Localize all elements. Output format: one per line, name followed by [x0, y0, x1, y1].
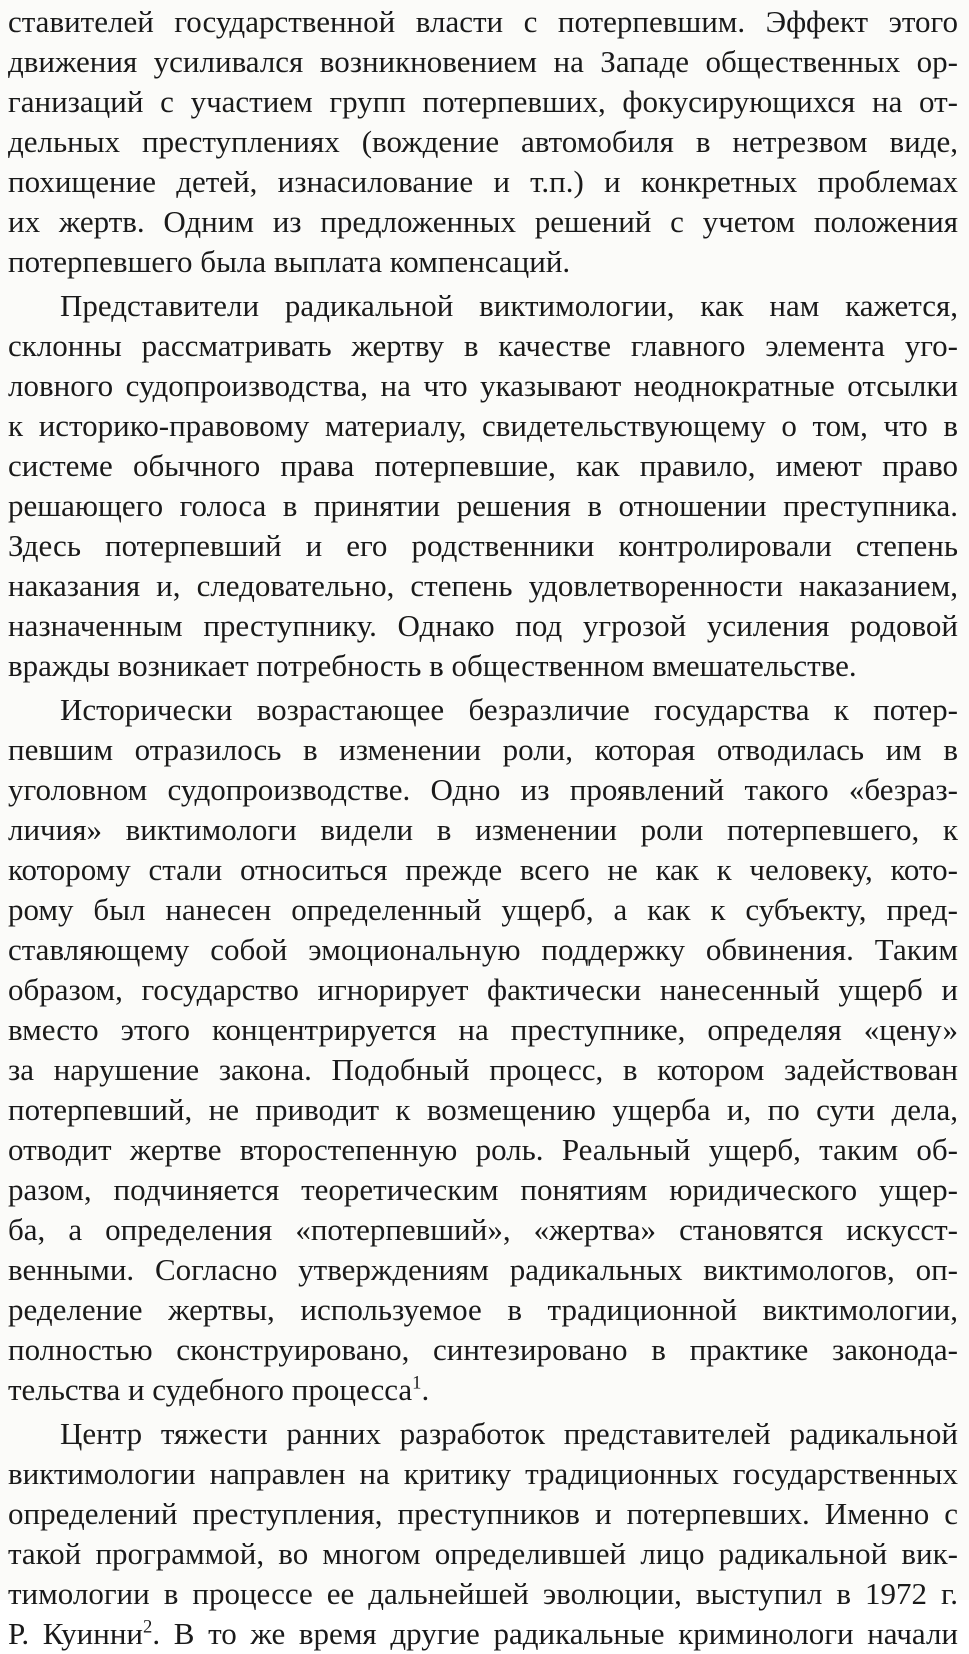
text-line: Центр тяжести ранних разработок представителей радикальной [60, 1416, 958, 1451]
text-line: личия» виктимологи видели в изменении роли потерпевшего, к [8, 812, 958, 847]
footnote-reference: 2 [143, 1616, 153, 1638]
text-fragment: тельства и судебного процесса [8, 1372, 413, 1407]
text-line: ганизаций с участием групп потерпевших, фокусирующихся на от- [8, 84, 958, 119]
text-line: отводит жертве второстепенную роль. Реальный ущерб, таким об- [8, 1132, 958, 1167]
text-line: ределение жертвы, используемое в традиционной виктимологии, [8, 1292, 958, 1327]
text-line: Представители радикальной виктимологии, как нам кажется, [60, 288, 958, 323]
text-line: полностью сконструировано, синтезировано в практике законода- [8, 1332, 958, 1367]
text-line: ставителей государственной власти с потерпевшим. Эффект этого [8, 4, 958, 39]
text-line: венными. Согласно утверждениям радикальных виктимологов, оп- [8, 1252, 958, 1287]
text-line: которому стали относиться прежде всего не как к человеку, кото- [8, 852, 958, 887]
text-line: уголовном судопроизводстве. Одно из проявлений такого «безраз- [8, 772, 958, 807]
text-line: ставляющему собой эмоциональную поддержку обвинения. Таким [8, 932, 958, 967]
text-line: их жертв. Одним из предложенных решений с учетом положения [8, 204, 958, 239]
text-line: тимологии в процессе ее дальнейшей эволюции, выступил в 1972 г. [8, 1576, 958, 1611]
text-line: вражды возникает потребность в общественном вмешательстве. [8, 648, 857, 683]
text-line: к историко-правовому материалу, свидетельствующему о том, что в [8, 408, 958, 443]
text-line: Исторически возрастающее безразличие государства к потер- [60, 692, 958, 727]
text-line: виктимологии направлен на критику традиционных государственных [8, 1456, 958, 1491]
text-line: Здесь потерпевший и его родственники контролировали степень [8, 528, 958, 563]
text-line: рому был нанесен определенный ущерб, а как к субъекту, пред- [8, 892, 958, 927]
text-fragment: Р. Куинни [8, 1616, 144, 1651]
footnote-reference: 1 [412, 1372, 422, 1394]
text-line: назначенным преступнику. Однако под угрозой усиления родовой [8, 608, 958, 643]
text-line: потерпевший, не приводит к возмещению ущерба и, по сути дела, [8, 1092, 958, 1127]
text-line: Р. Куинни$^2$. В то же время другие радикальные криминологи начали [8, 1616, 958, 1651]
text-line: вместо этого концентрируется на преступнике, определяя «цену» [8, 1012, 958, 1047]
text-line: решающего голоса в принятии решения в отношении преступника. [8, 488, 958, 523]
text-line: движения усиливался возникновением на Западе общественных ор- [8, 44, 958, 79]
text-line: за нарушение закона. Подобный процесс, в котором задействован [8, 1052, 958, 1087]
text-line: дельных преступлениях (вождение автомобиля в нетрезвом виде, [8, 124, 958, 159]
text-line: ба, а определения «потерпевший», «жертва» становятся искусст- [8, 1212, 958, 1247]
text-line: системе обычного права потерпевшие, как правило, имеют право [8, 448, 958, 483]
text-line: образом, государство игнорирует фактически нанесенный ущерб и [8, 972, 958, 1007]
text-line: похищение детей, изнасилование и т.п.) и конкретных проблемах [8, 164, 958, 199]
text-line: разом, подчиняется теоретическим понятиям юридического ущер- [8, 1172, 958, 1207]
text-line: определений преступления, преступников и потерпевших. Именно с [8, 1496, 958, 1531]
text-fragment: В то же время другие радикальные криминологи начали [173, 1616, 958, 1651]
text-line: ловного судопроизводства, на что указывают неоднократные отсылки [8, 368, 958, 403]
text-line: певшим отразилось в изменении роли, которая отводилась им в [8, 732, 958, 767]
text-line: наказания и, следовательно, степень удовлетворенности наказанием, [8, 568, 958, 603]
text-line: тельства и судебного процесса$^1$. [8, 1372, 430, 1407]
text-line: потерпевшего была выплата компенсаций. [8, 244, 571, 279]
text-line: такой программой, во многом определившей лицо радикальной вик- [8, 1536, 958, 1571]
text-line: склонны рассматривать жертву в качестве главного элемента уго- [8, 328, 958, 363]
